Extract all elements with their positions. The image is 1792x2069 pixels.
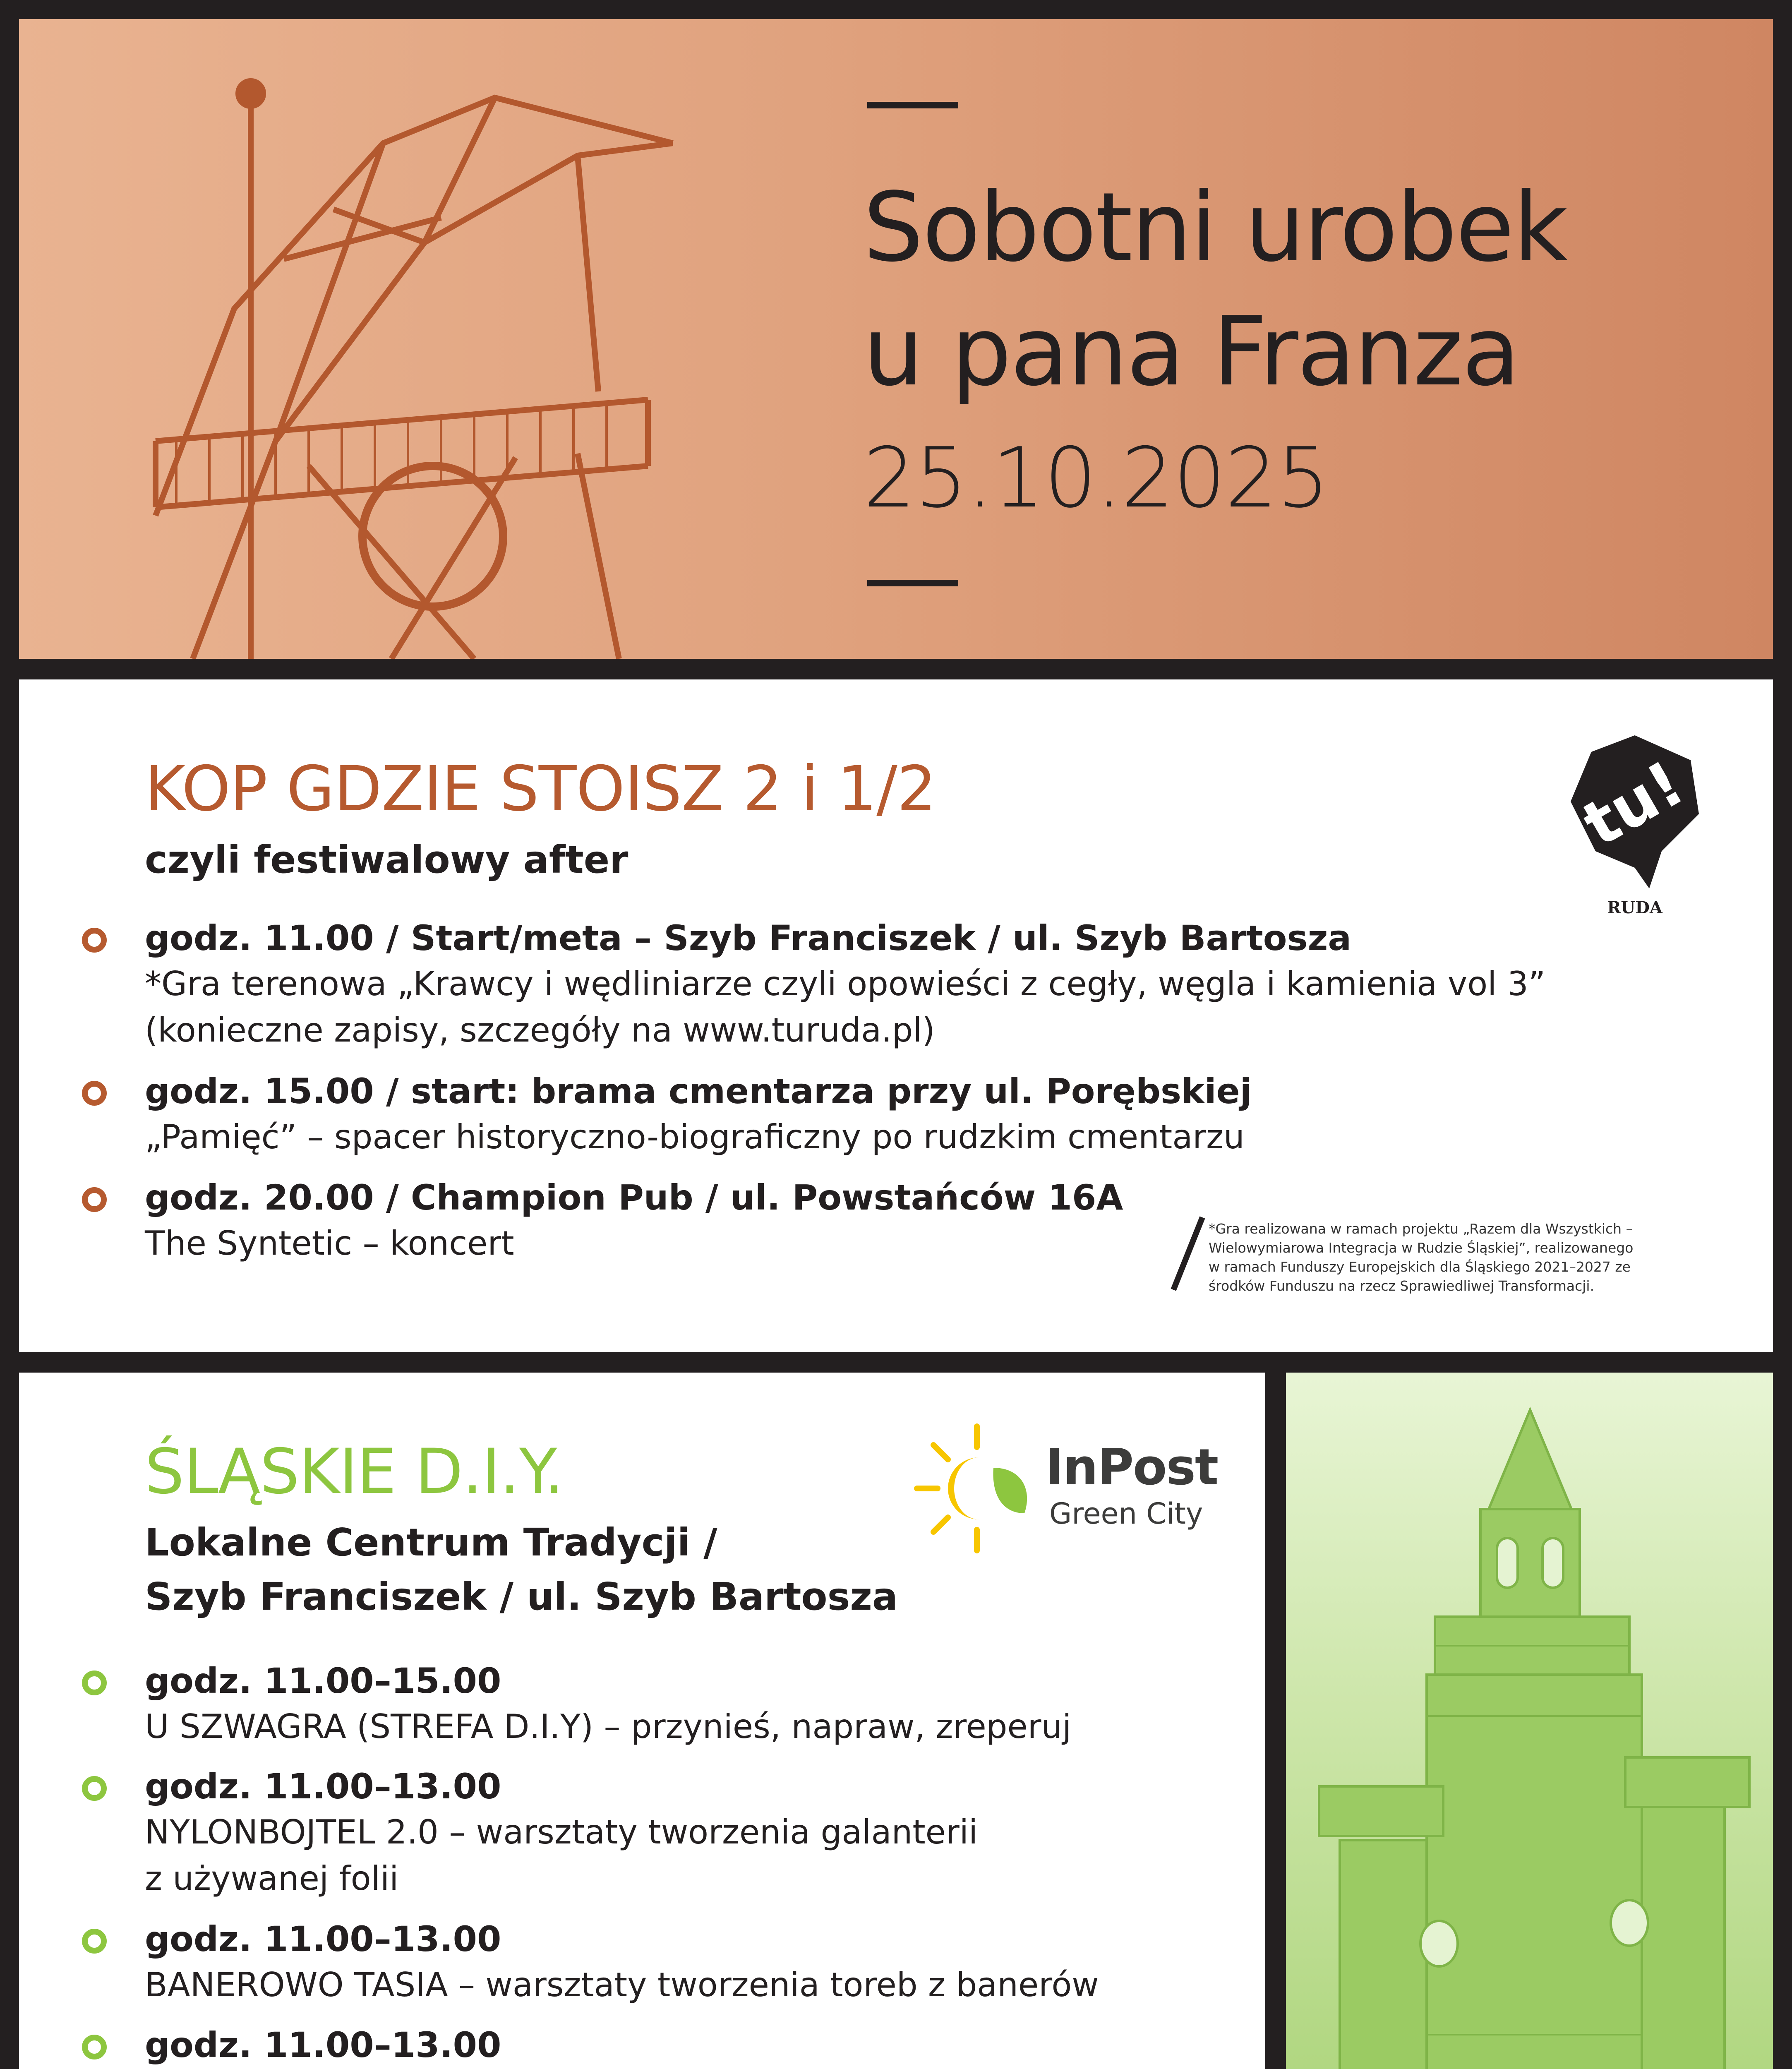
inpost-name: InPost xyxy=(1045,1439,1218,1496)
item-description: BANEROWO TASIA – warsztaty tworzenia toreb z banerów xyxy=(145,1966,1099,2004)
top-dash xyxy=(867,102,958,108)
mine-headframe-illustration xyxy=(19,19,805,659)
item-description: NYLONBOJTEL 2.0 – warsztaty tworzenia galanterii xyxy=(145,1813,978,1851)
item-time: godz. 11.00–13.00 xyxy=(145,1919,501,1959)
circle-bullet-icon xyxy=(82,1929,107,1954)
header-banner xyxy=(19,19,1773,659)
funding-footnote xyxy=(1209,1219,1684,1296)
section2-title: ŚLĄSKIE D.I.Y. xyxy=(145,1436,564,1508)
circle-bullet-icon xyxy=(82,928,107,953)
item-description: „Pamięć” – spacer historyczno-biograficzny po rudzkim cmentarzu xyxy=(145,1118,1245,1156)
item-description: The Syntetic – koncert xyxy=(145,1224,514,1263)
sun-icon xyxy=(909,1418,1045,1559)
tower-illustration xyxy=(1286,1373,1773,2069)
item-heading: godz. 11.00 / Start/meta – Szyb Franciszek / ul. Szyb Bartosza xyxy=(145,918,1352,958)
section1-subtitle: czyli festiwalowy after xyxy=(145,838,629,882)
item-time: godz. 11.00–15.00 xyxy=(145,1661,501,1701)
circle-bullet-icon xyxy=(82,1187,107,1212)
item-heading: godz. 20.00 / Champion Pub / ul. Powstańców 16A xyxy=(145,1177,1123,1218)
section1-title: KOP GDZIE STOISZ 2 i 1/2 xyxy=(145,753,936,825)
tu-logo-mark: tu! xyxy=(1571,747,1696,861)
section2-item xyxy=(145,1916,1099,2008)
section2-item xyxy=(145,1764,978,1902)
footnote-line: *Gra realizowana w ramach projektu „Razem dla Wszystkich – xyxy=(1209,1221,1633,1237)
event-title-line2: u pana Franza xyxy=(863,297,1519,407)
item-description: U SZWAGRA (STREFA D.I.Y) – przynieś, napraw, zreperuj xyxy=(145,1707,1072,1746)
footnote-line: w ramach Funduszy Europejskich dla Śląskiego 2021–2027 ze xyxy=(1209,1259,1631,1275)
item-description: z używanej folii xyxy=(145,1859,399,1898)
section2-location-line1: Lokalne Centrum Tradycji / xyxy=(145,1520,717,1565)
event-date: 25.10.2025 xyxy=(863,430,1329,526)
circle-bullet-icon xyxy=(82,2035,107,2059)
section-kop-gdzie-stoisz xyxy=(19,679,1773,1352)
circle-bullet-icon xyxy=(82,1671,107,1695)
inpost-green-city-logo xyxy=(909,1418,1231,1559)
event-title-line1: Sobotni urobek xyxy=(863,173,1567,283)
item-description: (konieczne zapisy, szczegóły na www.turuda.pl) xyxy=(145,1011,935,1049)
circle-bullet-icon xyxy=(82,1776,107,1801)
tower-photo xyxy=(1286,1373,1773,2069)
section1-item xyxy=(145,1175,1123,1267)
footnote-line: Wielowymiarowa Integracja w Rudzie Śląskiej”, realizowanego xyxy=(1209,1240,1634,1256)
slash-divider-icon xyxy=(1161,1213,1211,1296)
item-description: *Gra terenowa „Krawcy i wędliniarze czyli opowieści z cegły, węgla i kamienia vol 3” xyxy=(145,965,1546,1003)
item-heading: godz. 15.00 / start: brama cmentarza przy ul. Porębskiej xyxy=(145,1071,1252,1111)
section-slaskie-diy xyxy=(19,1373,1265,2069)
inpost-sub: Green City xyxy=(1049,1497,1203,1531)
tu-logo-caption: RUDA xyxy=(1607,898,1662,917)
item-time: godz. 11.00–13.00 xyxy=(145,2025,501,2065)
section1-item xyxy=(145,915,1545,1054)
bottom-dash xyxy=(867,580,958,586)
footnote-line: środków Funduszu na rzecz Sprawiedliwej Transformacji. xyxy=(1209,1278,1595,1294)
section2-item xyxy=(145,1658,1072,1750)
section1-item xyxy=(145,1068,1252,1160)
circle-bullet-icon xyxy=(82,1081,107,1106)
tu-ruda-logo xyxy=(1567,731,1703,917)
section2-item xyxy=(145,2022,841,2069)
section2-location-line2: Szyb Franciszek / ul. Szyb Bartosza xyxy=(145,1575,898,1619)
item-time: godz. 11.00–13.00 xyxy=(145,1766,501,1807)
